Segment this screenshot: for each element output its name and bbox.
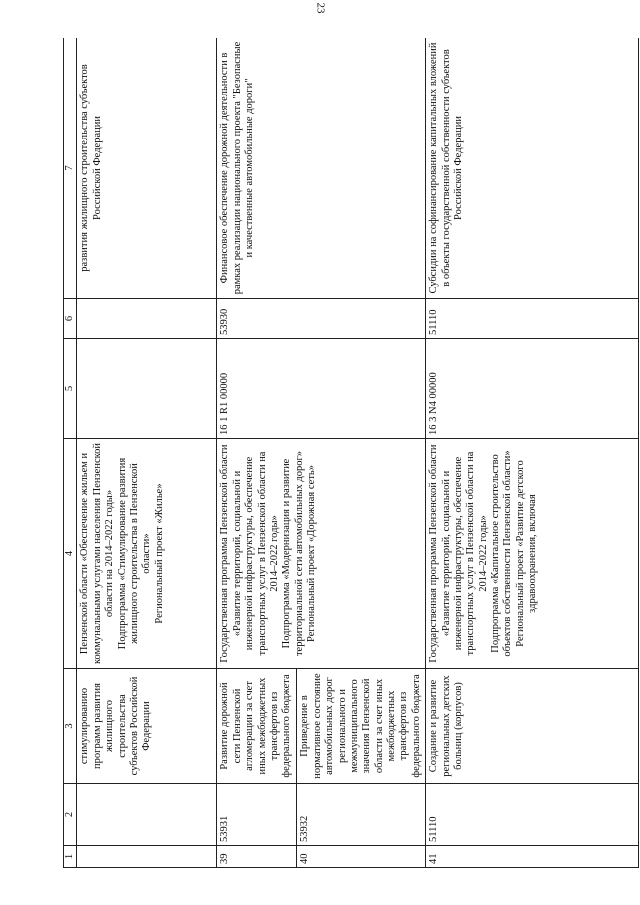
header-cell-7: 7 — [64, 38, 77, 299]
description-cell: Создание и развитие региональных детских больниц (корпусов) — [426, 669, 639, 784]
table-row — [77, 38, 217, 868]
header-cell-2: 2 — [64, 784, 77, 846]
project-line: Региональный проект «Дорожная сеть» — [306, 465, 317, 642]
row-number — [77, 846, 217, 868]
header-cell-4: 4 — [64, 439, 77, 669]
target-code-cell: 51110 — [426, 299, 639, 339]
row-number: 40 — [297, 846, 426, 868]
project-line: Региональный проект «Жилье» — [153, 483, 165, 624]
project-line: Региональный проект «Развитие детского здравоохранения, включая — [514, 460, 539, 647]
table-viewport — [63, 38, 639, 868]
row-number: 39 — [217, 846, 297, 868]
code-cell: 53931 — [217, 784, 297, 846]
program-cell — [217, 439, 426, 669]
subprogram-line: Подпрограмма «Модернизация и развитие территориальной сети автомобильных дорог» — [281, 450, 305, 657]
header-row — [64, 38, 77, 868]
table-row — [426, 38, 639, 868]
description-cell: Приведение в нормативное состояние автомобильных дорог регионального и межмуниципального значения Пензенской области за счет иных межбюджетных трансфертов из федерального бюджета — [297, 669, 426, 784]
table-row — [217, 38, 297, 868]
budget-table — [63, 38, 639, 868]
program-line: Государственная программа Пензенской области «Развитие территорий, социальной и инженерной инфраструктуры, обеспечение транспортных услуг в Пензенской области на 2014–2022 годы» — [428, 444, 489, 663]
rotated-table-container — [63, 38, 639, 868]
purpose-cell: Финансовое обеспечение дорожной деятельности в рамках реализации национального проекта "Безопасные и качественные автомобильные дороги" — [217, 38, 426, 299]
program-cell — [426, 439, 639, 669]
classifier-cell: 16 1 R1 00000 — [217, 339, 426, 439]
purpose-cell: развития жилищного строительства субъектов Российской Федерации — [77, 38, 217, 299]
classifier-cell: 16 3 N4 00000 — [426, 339, 639, 439]
subprogram-line: Подпрограмма «Стимулирование развития жилищного строительства в Пензенской области» — [116, 457, 153, 650]
subprogram-line: Подпрограмма «Капитальное строительство объектов собственности Пензенской области» — [490, 450, 514, 657]
program-line: Государственная программа Пензенской области «Развитие территорий, социальной и инженерной инфраструктуры, обеспечение транспортных услуг в Пензенской области на 2014–2022 годы» — [219, 444, 280, 663]
header-cell-5: 5 — [64, 339, 77, 439]
header-cell-6: 6 — [64, 299, 77, 339]
page-number: 23 — [314, 2, 326, 14]
classifier-cell — [77, 339, 217, 439]
description-cell: Развитие дорожной сети Пензенской агломерации за счет иных межбюджетных трансфертов из федерального бюджета — [217, 669, 297, 784]
code-cell: 51110 — [426, 784, 639, 846]
target-code-cell — [77, 299, 217, 339]
row-number: 41 — [426, 846, 639, 868]
program-line: Пензенской области «Обеспечение жильем и коммунальными услугами населения Пензенской области на 2014–2022 годы» — [79, 442, 116, 665]
header-cell-1: 1 — [64, 846, 77, 868]
description-cell: стимулированию программ развития жилищного строительства субъектов Российской Федерации — [77, 669, 217, 784]
program-cell — [77, 439, 217, 669]
target-code-cell: 53930 — [217, 299, 426, 339]
header-cell-3: 3 — [64, 669, 77, 784]
purpose-cell: Субсидии на софинансирование капитальных вложений в объекты государственной собственности субъектов Российской Федерации — [426, 38, 639, 299]
code-cell: 53932 — [297, 784, 426, 846]
code-cell — [77, 784, 217, 846]
